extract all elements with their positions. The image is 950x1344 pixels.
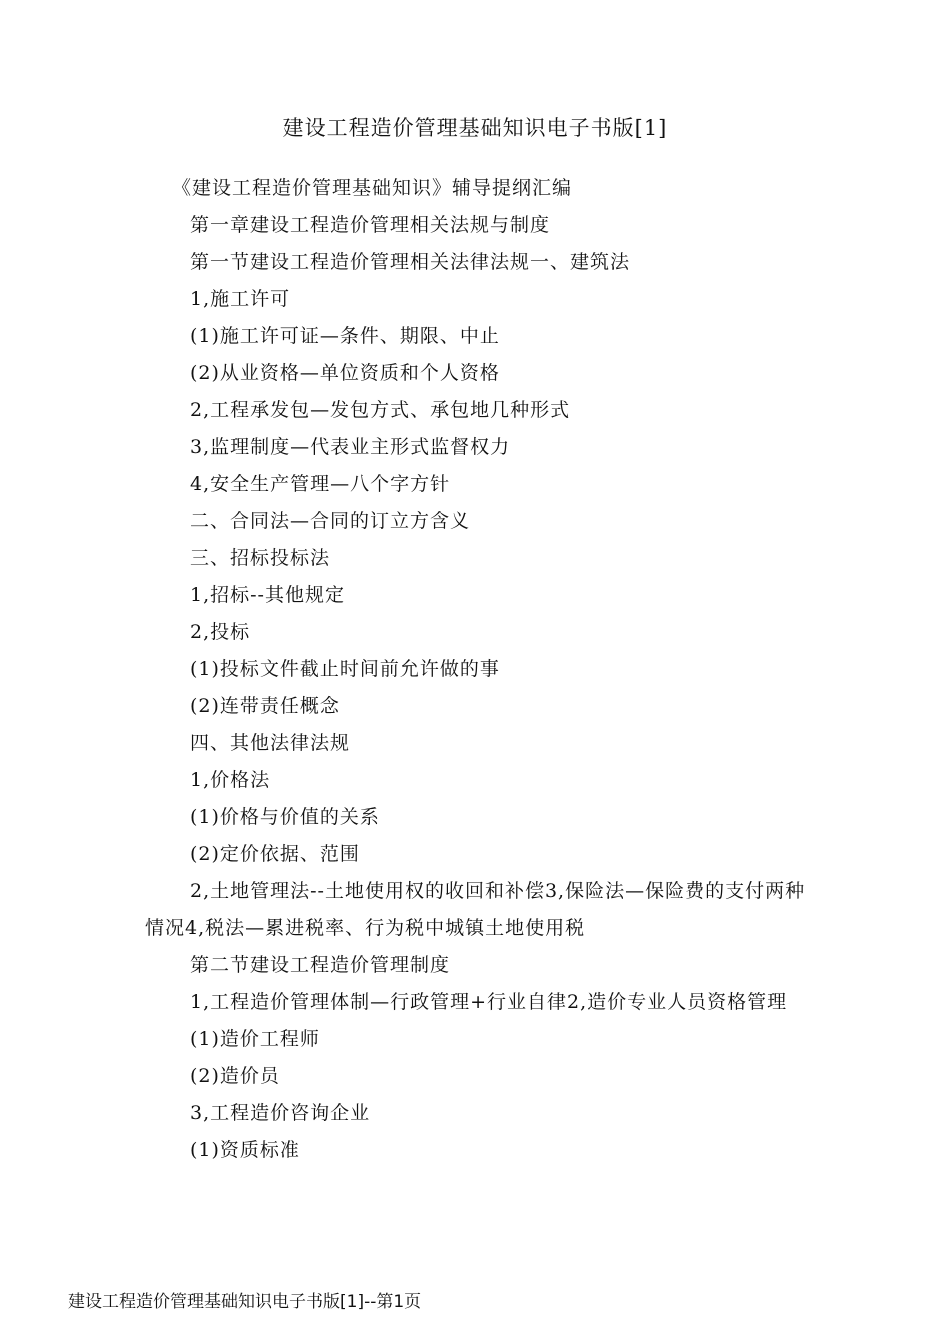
paragraph: 1,施工许可: [190, 288, 291, 310]
paragraph: 第一节建设工程造价管理相关法律法规一、建筑法: [190, 251, 631, 273]
paragraph: 第一章建设工程造价管理相关法规与制度: [190, 214, 551, 236]
paragraph: 二、合同法—合同的订立方含义: [190, 510, 471, 532]
page-footer: 建设工程造价管理基础知识电子书版[1]--第1页: [68, 1292, 422, 1312]
paragraph: 2,工程承发包—发包方式、承包地几种形式: [190, 399, 571, 421]
paragraph: 1,工程造价管理体制—行政管理+行业自律2,造价专业人员资格管理: [190, 991, 788, 1013]
paragraph: (1)施工许可证—条件、期限、中止: [190, 325, 500, 347]
paragraph: 《建设工程造价管理基础知识》辅导提纲汇编: [172, 177, 573, 199]
paragraph: (2)从业资格—单位资质和个人资格: [190, 362, 500, 384]
paragraph: (1)价格与价值的关系: [190, 806, 380, 828]
paragraph: (1)投标文件截止时间前允许做的事: [190, 658, 500, 680]
paragraph: 2,土地管理法--土地使用权的收回和补偿3,保险法—保险费的支付两种情况4,税法—累进税率、行为税中城镇土地使用税: [145, 880, 806, 939]
paragraph: (2)定价依据、范围: [190, 843, 360, 865]
paragraph: 1,招标--其他规定: [190, 584, 345, 606]
paragraph: 1,价格法: [190, 769, 271, 791]
paragraph: 2,投标: [190, 621, 251, 643]
paragraph: 3,工程造价咨询企业: [190, 1102, 371, 1124]
paragraph: 3,监理制度—代表业主形式监督权力: [190, 436, 511, 458]
paragraph: (1)资质标准: [190, 1139, 300, 1161]
paragraph: 四、其他法律法规: [190, 732, 351, 754]
paragraph: 4,安全生产管理—八个字方针: [190, 473, 451, 495]
paragraph: (1)造价工程师: [190, 1028, 320, 1050]
document-body: [145, 170, 810, 1169]
paragraph: (2)连带责任概念: [190, 695, 340, 717]
paragraph: 第二节建设工程造价管理制度: [190, 954, 451, 976]
page-title: 建设工程造价管理基础知识电子书版[1]: [282, 116, 668, 140]
paragraph: 三、招标投标法: [190, 547, 331, 569]
paragraph: (2)造价员: [190, 1065, 280, 1087]
